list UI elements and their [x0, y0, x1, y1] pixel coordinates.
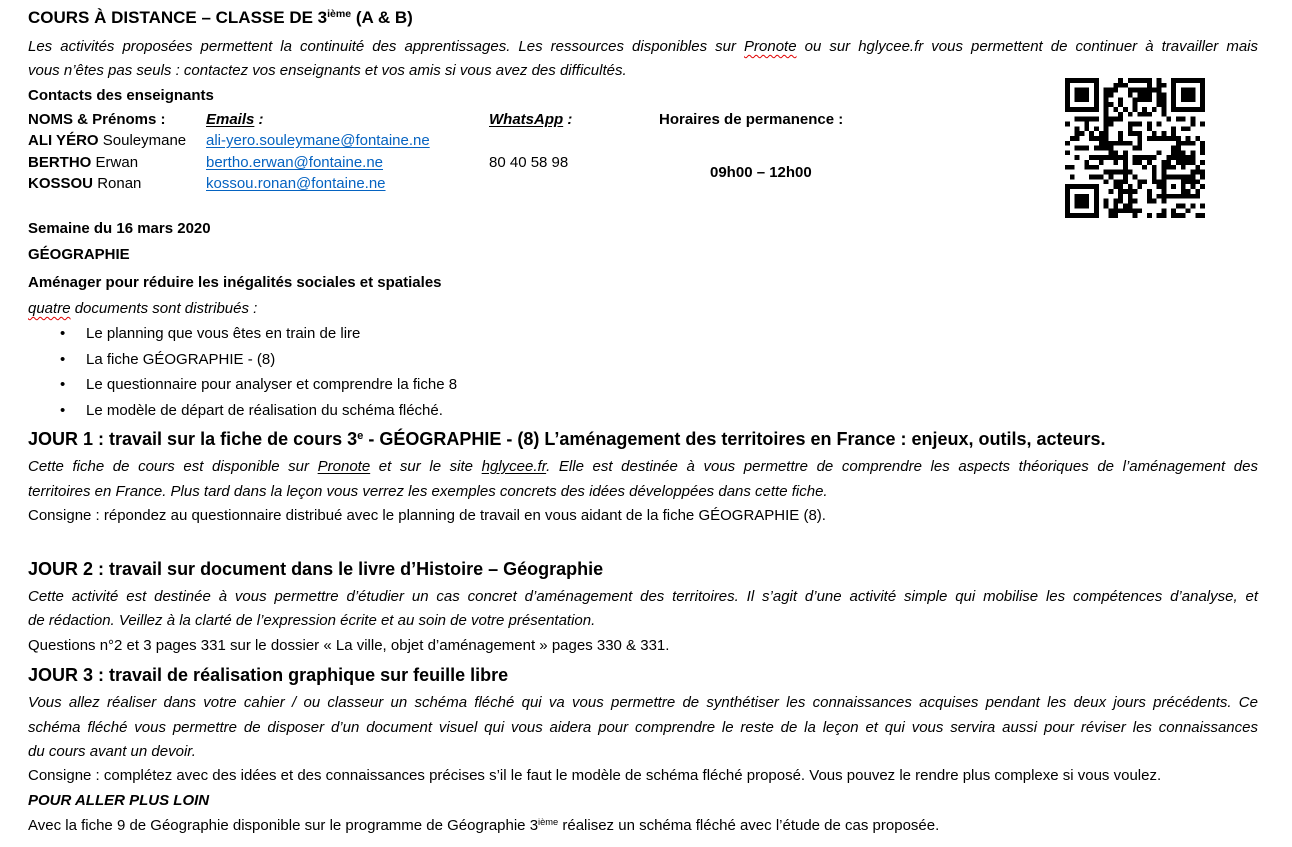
jour1-desc-text: et sur le site	[370, 458, 482, 475]
further-text	[28, 816, 939, 836]
jour3-consigne: Consigne : complétez avec des idées et des connaissances précises s’il le faut le modèle de schéma fléché proposé. Vous pouvez le rendre plus complexe si vous voulez.	[28, 767, 1162, 784]
list-item	[60, 324, 360, 344]
jour3-title: JOUR 3 : travail de réalisation graphique sur feuille libre	[28, 665, 509, 685]
jour2-desc-line-2: de rédaction. Veillez à la clarté de l’expression écrite et au soin de votre présentation.	[28, 612, 596, 629]
bullet-icon	[60, 350, 86, 370]
teacher-last-name: KOSSOU	[28, 175, 94, 192]
teacher-first-name: Ronan	[97, 175, 142, 192]
bullet-icon	[60, 324, 86, 344]
intro-line-1	[28, 37, 1258, 57]
col-header-emails-label: Emails	[206, 111, 255, 128]
teacher-email-link[interactable]: kossou.ronan@fontaine.ne	[206, 175, 386, 192]
teacher-first-name: Erwan	[95, 154, 139, 171]
documents-intro-word: quatre	[28, 300, 71, 317]
jour3-desc-line-2: schéma fléché vous permettre de disposer d’un document visuel qui vous aidera pour comprendre le reste de la leçon et qui vous servira aussi pour réviser les connaissances	[28, 719, 1258, 736]
title-main: COURS À DISTANCE – CLASSE DE 3	[28, 8, 328, 27]
list-item-text: Le planning que vous êtes en train de lire	[86, 325, 361, 342]
further-text-part: Avec la fiche 9 de Géographie disponible sur le programme de Géographie 3	[28, 817, 539, 834]
list-item	[60, 350, 275, 370]
col-header-names: NOMS & Prénoms :	[28, 111, 166, 128]
list-item-text: Le modèle de départ de réalisation du schéma fléché.	[86, 402, 443, 419]
intro-pronote: Pronote	[744, 38, 797, 55]
teacher-last-name: BERTHO	[28, 154, 92, 171]
qr-modules	[1065, 78, 1205, 218]
jour2-questions: Questions n°2 et 3 pages 331 sur le dossier « La ville, objet d’aménagement » pages 330 & 331.	[28, 637, 670, 654]
jour1-desc-text: Cette fiche de cours est disponible sur	[28, 458, 318, 475]
col-header-emails	[206, 110, 264, 130]
theme-heading: Aménager pour réduire les inégalités sociales et spatiales	[28, 274, 442, 291]
page-title	[28, 7, 413, 29]
list-item	[60, 375, 457, 395]
col-header-whatsapp-suffix: :	[563, 111, 573, 128]
jour1-desc-line-1	[28, 457, 1258, 477]
jour3-desc-line-3: du cours avant un devoir.	[28, 743, 196, 760]
intro-line-2: vous n’êtes pas seuls : contactez vos enseignants et vos amis si vous avez des difficultés.	[28, 62, 627, 79]
title-tail: (A & B)	[351, 8, 413, 27]
list-item-text: La fiche GÉOGRAPHIE - (8)	[86, 351, 276, 368]
bullet-icon	[60, 375, 86, 395]
col-header-whatsapp-label: WhatsApp	[489, 111, 564, 128]
contacts-heading: Contacts des enseignants	[28, 87, 214, 104]
documents-intro	[28, 299, 257, 319]
teacher-name	[28, 153, 138, 173]
jour2-title: JOUR 2 : travail sur document dans le livre d’Histoire – Géographie	[28, 559, 604, 579]
list-item	[60, 401, 443, 421]
documents-intro-rest: documents sont distribués :	[70, 300, 258, 317]
jour1-pronote: Pronote	[317, 458, 371, 475]
teacher-whatsapp: 80 40 58 98	[489, 154, 569, 171]
col-header-emails-suffix: :	[254, 111, 264, 128]
teacher-name	[28, 131, 186, 151]
further-heading: POUR ALLER PLUS LOIN	[28, 792, 210, 809]
jour1-desc-line-2: territoires en France. Plus tard dans la leçon vous verrez les exemples concrets des idées développées dans cette fiche.	[28, 483, 828, 500]
jour2-desc-line-1: Cette activité est destinée à vous permettre d’étudier un cas concret d’aménagement des territoires. Il s’agit d’une activité simple qui mobilise les compétences d’analyse, et	[28, 588, 1258, 605]
week-label: Semaine du 16 mars 2020	[28, 220, 211, 237]
jour3-desc-line-1: Vous allez réaliser dans votre cahier / ou classeur un schéma fléché qui va vous permettre de synthétiser les connaissances acquises pendant les deux jours précédents. Ce	[28, 694, 1258, 711]
office-hours: 09h00 – 12h00	[710, 164, 812, 181]
bullet-icon	[60, 401, 86, 421]
intro-text: ou sur hglycee.fr vous permettent de continuer à travailler mais	[796, 38, 1258, 55]
further-text-part: réalisez un schéma fléché avec l’étude de cas proposée.	[558, 817, 940, 834]
col-header-hours: Horaires de permanence :	[659, 111, 844, 128]
jour1-site: hglycee.fr	[481, 458, 547, 475]
jour1-desc-text: . Elle est destinée à vous permettre de comprendre les aspects théoriques de l’aménagement des	[546, 458, 1258, 475]
jour1-title	[28, 427, 1106, 451]
further-superscript: ième	[538, 816, 559, 827]
teacher-email-link[interactable]: ali-yero.souleymane@fontaine.ne	[206, 132, 430, 149]
teacher-name	[28, 174, 141, 194]
teacher-email-link[interactable]: bertho.erwan@fontaine.ne	[206, 154, 384, 171]
list-item-text: Le questionnaire pour analyser et comprendre la fiche 8	[86, 376, 458, 393]
jour1-title-text: - GÉOGRAPHIE - (8) L’aménagement des territoires en France : enjeux, outils, acteurs.	[363, 429, 1106, 449]
jour1-title-superscript: e	[357, 429, 364, 442]
jour1-consigne: Consigne : répondez au questionnaire distribué avec le planning de travail en vous aidant de la fiche GÉOGRAPHIE (8).	[28, 507, 826, 524]
jour1-title-text: JOUR 1 : travail sur la fiche de cours 3	[28, 429, 358, 449]
col-header-whatsapp	[489, 110, 572, 130]
teacher-first-name: Souleymane	[102, 132, 187, 149]
subject-heading: GÉOGRAPHIE	[28, 246, 130, 263]
qr-code	[1065, 78, 1205, 218]
teacher-last-name: ALI YÉRO	[28, 132, 99, 149]
intro-text: Les activités proposées permettent la continuité des apprentissages. Les ressources disponibles sur	[28, 38, 745, 55]
title-superscript: ième	[327, 8, 352, 21]
